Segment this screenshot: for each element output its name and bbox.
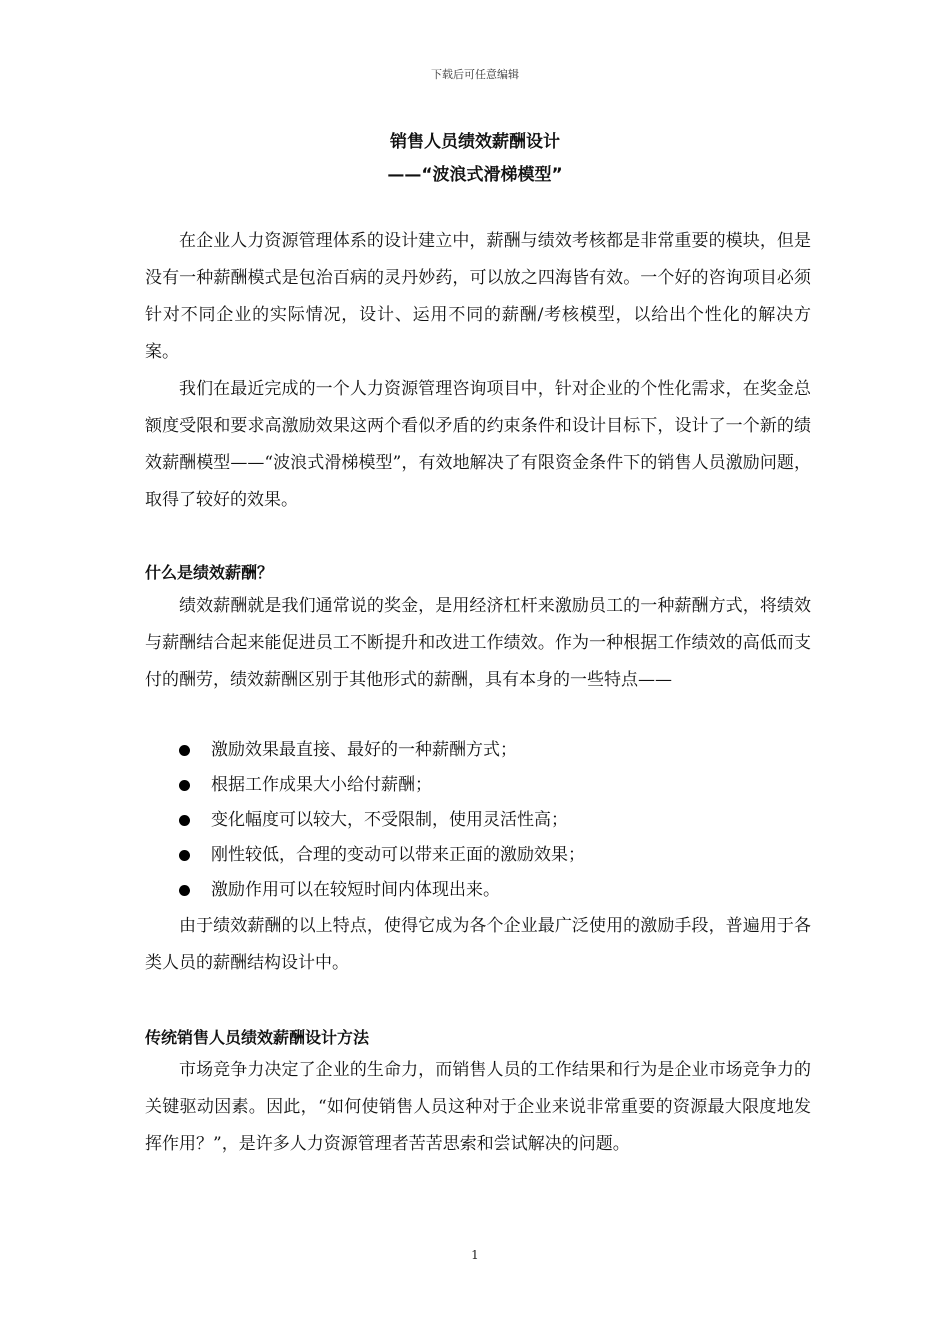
document-title: 销售人员绩效薪酬设计 [390, 132, 560, 152]
list-item-text: 激励效果最直接、最好的一种薪酬方式； [211, 740, 517, 760]
section1-paragraph-block [145, 588, 811, 699]
feature-bullet-list [145, 733, 811, 908]
bullet-icon [179, 850, 190, 861]
list-item-text: 根据工作成果大小给付薪酬； [211, 775, 432, 795]
section2-paragraph-block [145, 1052, 811, 1163]
list-item [145, 733, 811, 768]
list-item-text: 刚性较低，合理的变动可以带来正面的激励效果； [211, 845, 585, 865]
list-item-text: 变化幅度可以较大，不受限制，使用灵活性高； [211, 810, 568, 830]
bullet-icon [179, 780, 190, 791]
list-item [145, 768, 811, 803]
bullet-icon [179, 815, 190, 826]
intro-paragraph-1: 在企业人力资源管理体系的设计建立中，薪酬与绩效考核都是非常重要的模块，但是没有一种薪酬模式是包治百病的灵丹妙药，可以放之四海皆有效。一个好的咨询项目必须针对不同企业的实际情况，设计、运用不同的薪酬/考核模型，以给出个性化的解决方案。 [145, 231, 811, 362]
header-note: 下载后可任意编辑 [431, 68, 519, 81]
intro-section [145, 223, 811, 519]
section-heading-what-is-performance-pay: 什么是绩效薪酬？ [145, 563, 274, 582]
page-number: 1 [471, 1248, 479, 1262]
section1-paragraph-1: 绩效薪酬就是我们通常说的奖金，是用经济杠杆来激励员工的一种薪酬方式，将绩效与薪酬结合起来能促进员工不断提升和改进工作绩效。作为一种根据工作绩效的高低而支付的酬劳，绩效薪酬区别于其他形式的薪酬，具有本身的一些特点—— [145, 596, 811, 690]
list-item [145, 838, 811, 873]
intro-paragraph-2: 我们在最近完成的一个人力资源管理咨询项目中，针对企业的个性化需求，在奖金总额度受限和要求高激励效果这两个看似矛盾的约束条件和设计目标下，设计了一个新的绩效薪酬模型——“波浪式滑梯模型”，有效地解决了有限资金条件下的销售人员激励问题，取得了较好的效果。 [145, 379, 811, 510]
section2-paragraph-1: 市场竞争力决定了企业的生命力，而销售人员的工作结果和行为是企业市场竞争力的关键驱动因素。因此，“如何使销售人员这种对于企业来说非常重要的资源最大限度地发挥作用？”，是许多人力资源管理者苦苦思索和尝试解决的问题。 [145, 1060, 811, 1154]
document-subtitle: ——“波浪式滑梯模型” [387, 165, 563, 185]
list-item [145, 803, 811, 838]
section-heading-traditional-sales-pay-design: 传统销售人员绩效薪酬设计方法 [145, 1028, 370, 1047]
section1-conclusion-block [145, 908, 811, 982]
list-item-text: 激励作用可以在较短时间内体现出来。 [211, 880, 500, 900]
bullet-icon [179, 885, 190, 896]
section1-paragraph-2: 由于绩效薪酬的以上特点，使得它成为各个企业最广泛使用的激励手段，普遍用于各类人员的薪酬结构设计中。 [145, 916, 811, 973]
list-item [145, 873, 811, 908]
bullet-icon [179, 745, 190, 756]
